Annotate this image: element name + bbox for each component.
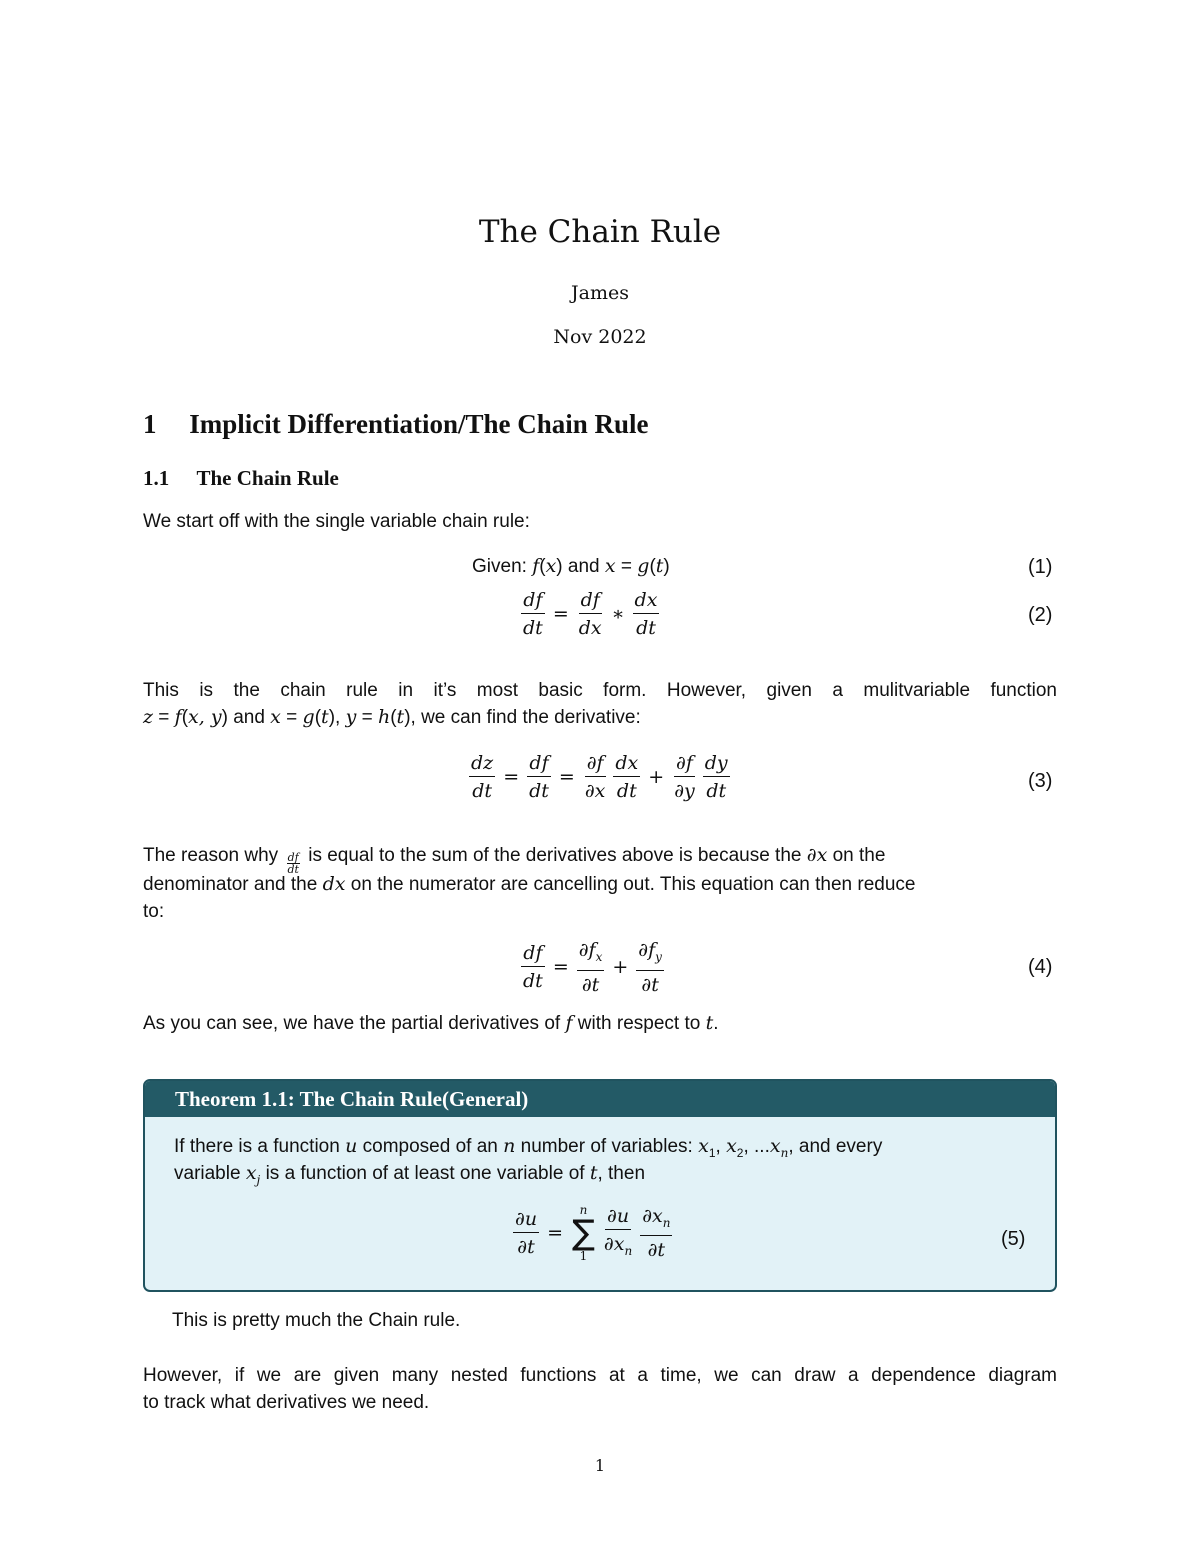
paragraph-intro: We start off with the single variable chain rule: — [143, 511, 530, 532]
equation-number-5: (5) — [1001, 1228, 1026, 1250]
p4-mid: with respect to — [577, 1013, 701, 1034]
equation-number-2: (2) — [1028, 604, 1053, 626]
paragraph-dependence-line2: to track what derivatives we need. — [143, 1392, 430, 1413]
equation-1: Given: f(x) and x = g(t) — [472, 555, 670, 577]
equation-number-4: (4) — [1028, 956, 1053, 978]
thm-l1-start: If there is a function — [174, 1136, 340, 1157]
section-title: Implicit Differentiation/The Chain Rule — [189, 409, 649, 439]
p3-end: on the — [832, 845, 886, 866]
section-number: 1 — [143, 409, 157, 439]
eq1-given-label: Given: — [472, 556, 527, 577]
paragraph-multivariable-line2: z = f(x, y) and x = g(t), y = h(t), we can find the derivative: — [143, 706, 641, 728]
p3b-start: denominator and the — [143, 874, 318, 895]
equation-5: $\frac{\partial u}{\partial t}$ = n ∑ 1 $\frac{\partial u}{\partial x_n}$ $\frac{\partial x_n}{\partial t}$ — [515, 1203, 671, 1263]
paragraph-partials: As you can see, we have the partial derivatives of f with respect to t. — [143, 1012, 719, 1034]
paragraph-reason-line3: to: — [143, 901, 165, 922]
thm-l2-start: variable — [174, 1163, 241, 1184]
date: Nov 2022 — [553, 326, 647, 348]
thm-l2-mid: is a function of at least one variable of — [265, 1163, 585, 1184]
eq1-and: and — [567, 556, 600, 577]
document-title: The Chain Rule — [478, 214, 722, 250]
equation-number-3: (3) — [1028, 770, 1053, 792]
subsection-title: The Chain Rule — [196, 466, 339, 490]
p3b-end: on the numerator are cancelling out. This equation can then reduce — [350, 874, 916, 895]
thm-l2-end: then — [608, 1163, 646, 1184]
paragraph-reason-line2: denominator and the dx on the numerator are cancelling out. This equation can then reduce — [143, 873, 916, 895]
p3-mid: is equal to the sum of the derivatives above is because the — [308, 845, 802, 866]
equation-2: $\frac{df}{dt}$ = $\frac{df}{dx}$ ∗ $\frac{dx}{dt}$ — [523, 589, 658, 639]
page-number: 1 — [594, 1456, 606, 1475]
theorem-box — [143, 1079, 1057, 1292]
equation-number-1: (1) — [1028, 556, 1053, 578]
subsection-number: 1.1 — [143, 466, 170, 490]
p3-start: The reason why — [143, 845, 279, 866]
thm-l1-mid: composed of an — [362, 1136, 498, 1157]
theorem-header: Theorem 1.1: The Chain Rule(General) — [145, 1081, 1055, 1117]
paragraph-dependence-line1: However, if we are given many nested functions at a time, we can draw a dependence diagram — [143, 1365, 1057, 1386]
theorem-line1: If there is a function u composed of an n number of variables: $x_1$, $x_2$, $...x_n$, and every — [174, 1135, 883, 1160]
p4-start: As you can see, we have the partial derivatives of — [143, 1013, 561, 1034]
paragraph-reason-line1: The reason why $\frac{df}{dt}$ is equal to the sum of the derivatives above is because the ∂x on the — [143, 844, 886, 876]
p2-and: and — [233, 707, 265, 728]
theorem-line2: variable $x_j$ is a function of at least one variable of t, then — [174, 1162, 646, 1187]
paragraph-multivariable-line1: This is the chain rule in it’s most basic form. However, given a mulitvariable function — [143, 680, 1057, 701]
summation-symbol: n ∑ 1 — [571, 1203, 595, 1263]
equation-4: $\frac{df}{dt}$ = $\frac{\partial f_x}{\partial t}$ + $\frac{\partial f_y}{\partial t}$ — [523, 939, 662, 996]
section-heading — [143, 409, 649, 440]
author: James — [571, 282, 629, 304]
paragraph-conclusion: This is pretty much the Chain rule. — [172, 1310, 461, 1331]
equation-3: $\frac{dz}{dt}$ = $\frac{df}{dt}$ = $\frac{\partial f}{\partial x}$ $\frac{dx}{dt}$ + $\frac{\partial f}{\partial y}$ $\frac{dy}{dt}$ — [471, 752, 728, 802]
thm-l1-mid2: number of variables: — [520, 1136, 693, 1157]
subsection-heading — [143, 466, 339, 491]
thm-l1-end: and every — [798, 1136, 883, 1157]
p2-end: we can find the derivative: — [421, 707, 641, 728]
